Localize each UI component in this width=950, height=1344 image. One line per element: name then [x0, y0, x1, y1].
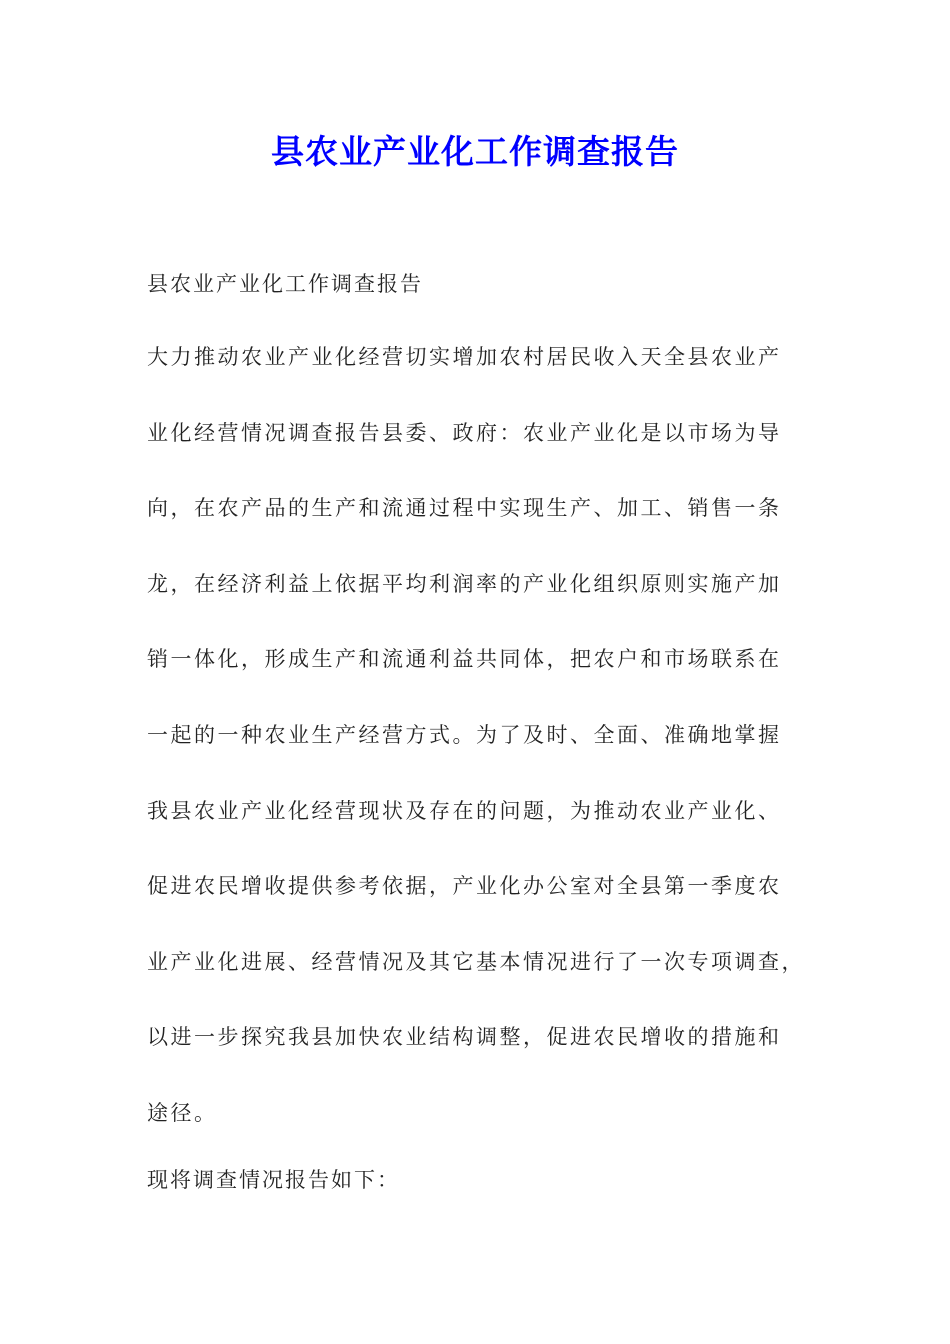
- body-line: 途径。: [147, 1100, 218, 1125]
- body-line: 我县农业产业化经营现状及存在的问题，为推动农业产业化、: [147, 798, 782, 823]
- document-subheading: 县农业产业化工作调查报告: [147, 272, 423, 296]
- body-line: 一起的一种农业生产经营方式。为了及时、全面、准确地掌握: [147, 722, 782, 747]
- body-line: 销一体化，形成生产和流通利益共同体，把农户和市场联系在: [147, 647, 782, 672]
- body-line: 向，在农产品的生产和流通过程中实现生产、加工、销售一条: [147, 496, 782, 521]
- body-line: 业化经营情况调查报告县委、政府：农业产业化是以市场为导: [147, 420, 782, 445]
- body-line: 业产业化进展、经营情况及其它基本情况进行了一次专项调查，: [147, 949, 805, 974]
- body-line: 大力推动农业产业化经营切实增加农村居民收入天全县农业产: [147, 345, 782, 369]
- body-paragraph: [147, 341, 817, 1173]
- document-title: 县农业产业化工作调查报告: [271, 132, 679, 171]
- body-line: 促进农民增收提供参考依据，产业化办公室对全县第一季度农: [147, 874, 782, 899]
- body-line: 以进一步探究我县加快农业结构调整，促进农民增收的措施和: [147, 1025, 782, 1050]
- closing-line: 现将调查情况报告如下：: [147, 1168, 400, 1192]
- body-line: 龙，在经济利益上依据平均利润率的产业化组织原则实施产加: [147, 571, 782, 596]
